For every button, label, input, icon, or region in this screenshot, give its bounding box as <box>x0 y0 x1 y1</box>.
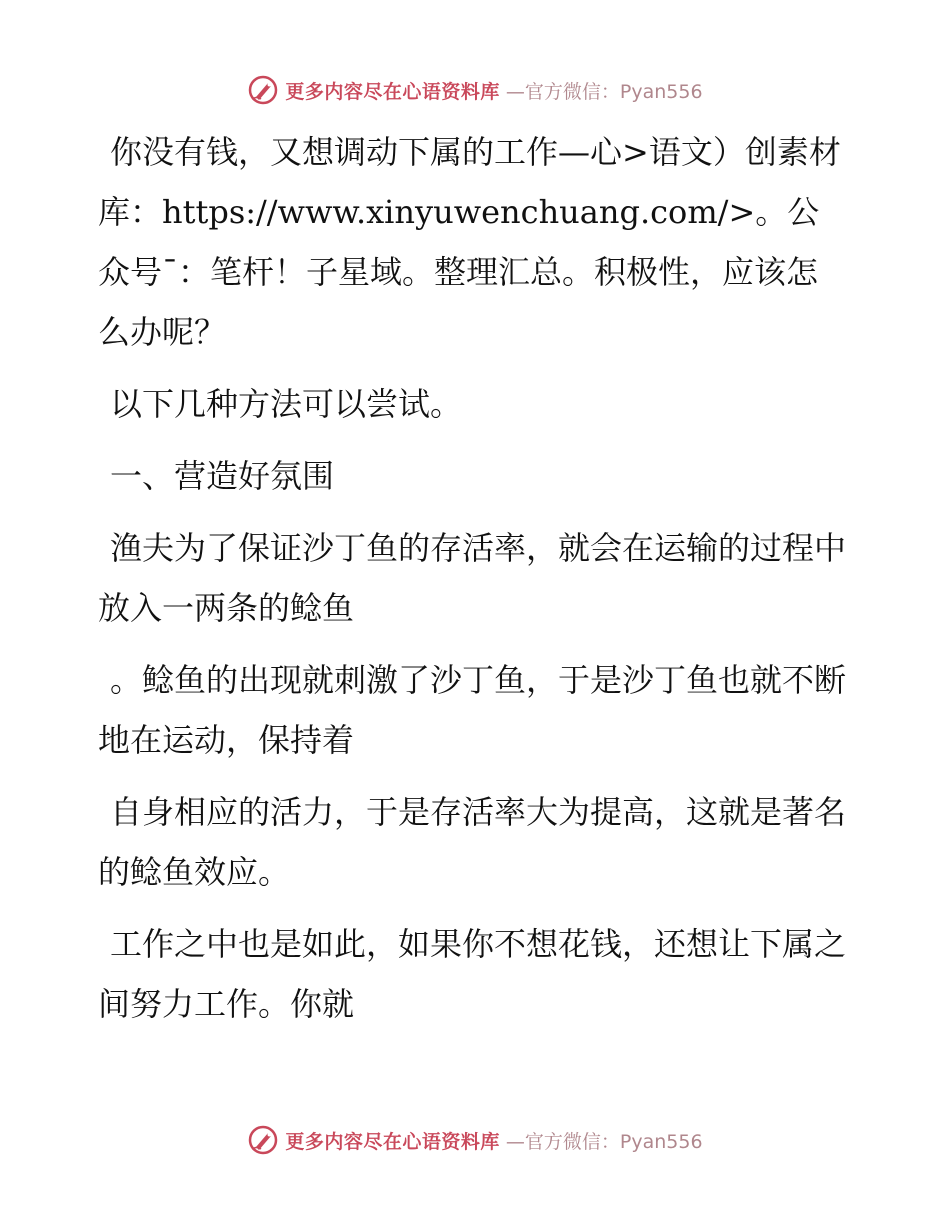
paragraph-text: 以下几种方法可以尝试。 <box>110 385 463 423</box>
paragraph <box>98 374 848 434</box>
pen-nib-logo-icon <box>247 74 279 106</box>
paragraph <box>98 518 848 638</box>
paragraph-text: 工作之中也是如此，如果你不想花钱，还想让下属之间努力工作。你就 <box>98 925 847 1023</box>
section-heading <box>98 446 848 506</box>
banner-site-name: 更多内容尽在心语资料库 <box>285 80 500 103</box>
paragraph-text: 。鲶鱼的出现就刺激了沙丁鱼，于是沙丁鱼也就不断地在运动，保持着 <box>98 661 847 759</box>
banner-site-name: 更多内容尽在心语资料库 <box>285 1130 500 1153</box>
pen-nib-logo-icon <box>247 1124 279 1156</box>
paragraph-text: 渔夫为了保证沙丁鱼的存活率，就会在运输的过程中放入一两条的鲶鱼 <box>98 529 847 627</box>
document-body <box>98 122 848 1046</box>
paragraph-text: 自身相应的活力，于是存活率大为提高，这就是著名的鲶鱼效应。 <box>98 793 847 891</box>
paragraph-text: 一、营造好氛围 <box>110 457 335 495</box>
footer-banner <box>0 1120 950 1160</box>
paragraph <box>98 914 848 1034</box>
banner-wechat-id: —官方微信：Pyan556 <box>505 80 703 103</box>
paragraph <box>98 782 848 902</box>
banner-wechat-id: —官方微信：Pyan556 <box>505 1130 703 1153</box>
paragraph <box>98 122 848 362</box>
header-banner <box>0 70 950 110</box>
paragraph-text: 你没有钱，又想调动下属的工作—心>语文）创素材库：https://www.xinyuwenchuang.com/>。公众号¯：笔杆！子星域。整理汇总。积极性，应该怎么办呢？ <box>98 133 841 351</box>
paragraph <box>98 650 848 770</box>
